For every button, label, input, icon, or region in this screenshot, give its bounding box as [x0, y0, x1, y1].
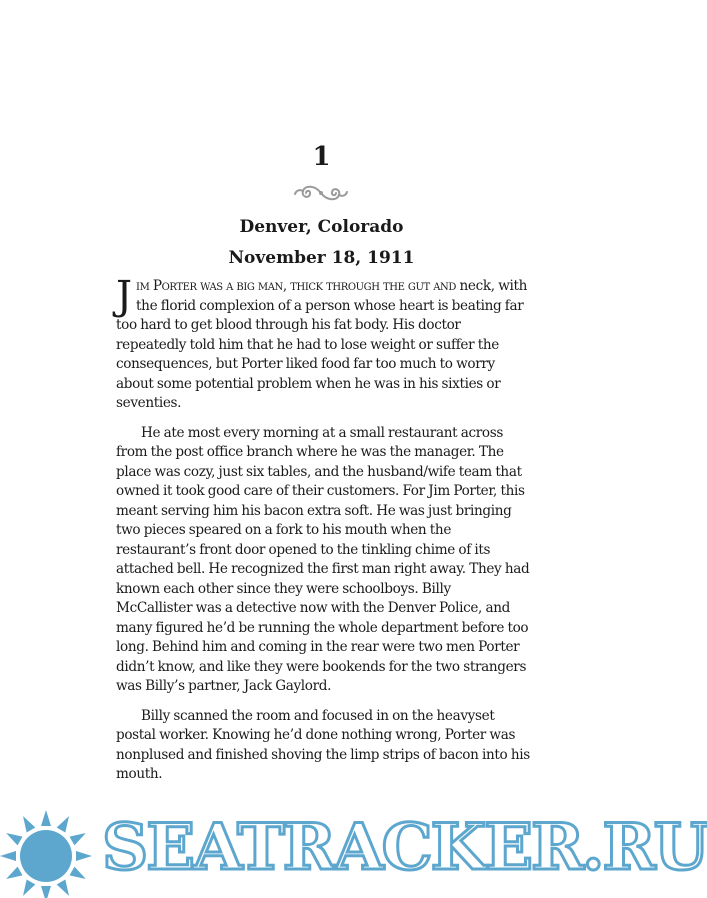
opening-smallcaps: im Porter was a big man, thick through the gut and — [136, 278, 457, 294]
paragraph-1-text: neck, with the florid complexion of a person whose heart is beating far too hard to get blood through his fat body. His doctor repeatedly told him that he had to lose weight or suffer the consequences, but Porter liked food far too much to worry about some potential problem when he was in his sixties or seventies. — [116, 278, 528, 411]
watermark-text: SEATRACKER.RU — [102, 810, 707, 885]
chapter-date-heading: November 18, 1911 — [228, 248, 415, 268]
flourish-ornament-icon — [293, 180, 349, 204]
drop-cap: J — [116, 273, 133, 319]
paragraph-3: Billy scanned the room and focused in on the heavyset postal worker. Knowing he’d done nothing wrong, Porter was nonplused and finished shoving the limp strips of bacon into his mouth. — [116, 707, 530, 782]
paragraph-1 — [116, 273, 530, 414]
chapter-number: 1 — [312, 142, 331, 172]
chapter-body — [116, 273, 530, 795]
chapter-place-heading: Denver, Colorado — [239, 217, 404, 237]
paragraph-2: He ate most every morning at a small restaurant across from the post office branch where he was the manager. The place was cozy, just six tables, and the husband/wife team that owned it took good care of their customers. For Jim Porter, this meant serving him his bacon extra soft. He was just bringing two pieces speared on a fork to his mouth when the restaurant’s front door opened to the tinkling chime of its attached bell. He recognized the first man right away. They had known each other since they were schoolboys. Billy McCallister was a detective now with the Denver Police, and many figured he’d be running the whole department before too long. Behind him and coming in the rear were two men Porter didn’t know, and like they were bookends for the two strangers was Billy’s partner, Jack Gaylord. — [116, 424, 530, 694]
